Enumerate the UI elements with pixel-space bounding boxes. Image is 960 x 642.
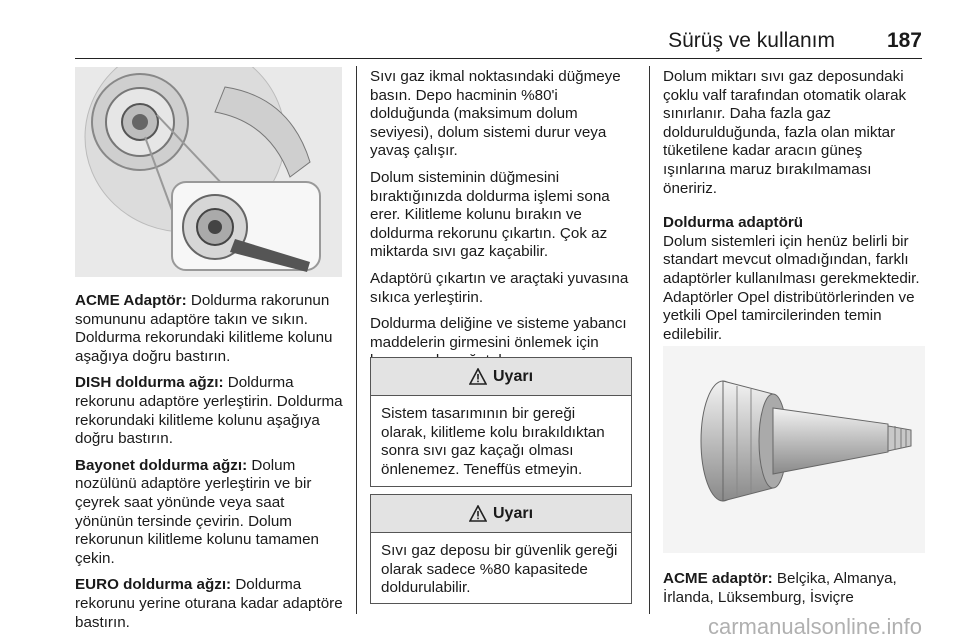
warning-header: [371, 358, 631, 396]
page-header-title: Sürüş ve kullanım: [668, 29, 835, 52]
watermark: carmanualsonline.info: [707, 614, 922, 639]
paragraph: Dolum sistemleri için henüz belirli bir standart mevcut olmadığından, farklı adaptörler kullanılması gerekmektedir. Adaptörler Opel distribütörlerinden ve yetkili Opel tamircilerinden temin edilebilir.: [663, 232, 920, 343]
warning-title: Uyarı: [492, 367, 534, 385]
section-heading: Doldurma adaptörü: [663, 214, 804, 232]
warning-triangle-icon: [469, 505, 487, 522]
paragraph: Sıvı gaz ikmal noktasındaki düğmeye basın. Depo hacminin %80'i dolduğunda (maksimum dolum seviyesi), dolum sistemi durur veya yavaş çalışır.: [370, 68, 621, 160]
paragraph-euro: EURO doldurma ağzı: Doldurma rekorunu yerine oturana kadar adaptöre bastırın.: [75, 576, 343, 631]
paragraph: Dolum miktarı sıvı gaz deposundaki çoklu valf tarafından otomatik olarak sınırlanır. Daha fazla gaz doldurulduğunda, fazla olan miktar tüketilene kadar aracın güneş ışınlarına maruz bırakılmaması öneririz.: [663, 68, 907, 197]
warning-text: Sıvı gaz deposu bir güvenlik gereği olarak sadece %80 kapasitede doldurulabilir.: [381, 542, 618, 597]
column-2-text: [370, 68, 635, 379]
warning-text: Sistem tasarımının bir gereği olarak, kilitleme kolu bırakıldıktan sonra sıvı gaz kaçağı olması önlenemez. Teneffüs etmeyin.: [381, 405, 605, 478]
column-separator: [649, 66, 650, 614]
warning-box: [370, 494, 632, 604]
acme-adapter-illustration: [663, 346, 925, 553]
paragraph-acme: ACME Adaptör: Doldurma rakorunun somununu adaptöre takın ve sıkın. Doldurma rekorundaki kilitleme kolunu aşağıya doğru bastırın.: [75, 292, 333, 365]
warning-triangle-icon: [469, 368, 487, 385]
paragraph-dish: DISH doldurma ağzı: Doldurma rekorunu adaptöre yerleştirin. Doldurma rekorundaki kilitleme kolunu aşağıya doğru bastırın.: [75, 374, 343, 448]
page-number: 187: [886, 29, 922, 52]
paragraph: Doldurma deliğine ve sisteme yabancı maddelerin girmesini önlemek için: [370, 315, 627, 351]
image-caption: ACME adaptör: Belçika, Almanya, İrlanda, Lüksemburg, İsviçre: [663, 570, 897, 606]
paragraph: Dolum sisteminin düğmesini bıraktığınızda doldurma işlemi sona erer. Kilitleme kolunu bırakın ve doldurma rekorunu çıkartın. Çok az miktarda sıvı gaz kaçabilir.: [370, 168, 610, 261]
warning-title: Uyarı: [492, 504, 534, 522]
header-divider: [75, 58, 922, 59]
warning-header: [371, 495, 631, 533]
paragraph-bayonet: Bayonet doldurma ağzı: Dolum nozülünü adaptöre yerleştirin ve bir çeyrek saat yönünde veya saat yönünün tersinde çevirin. Dolum rekorunun kilitleme kolunu tamamen çekin.: [75, 456, 319, 567]
warning-box: [370, 357, 632, 487]
column-separator: [356, 66, 357, 614]
paragraph: Adaptörü çıkartın ve araçtaki yuvasına sıkıca yerleştirin.: [370, 269, 629, 306]
fuel-filler-adapter-illustration: [75, 67, 342, 277]
column-3-text: [663, 68, 925, 352]
column-1-text: [75, 292, 343, 640]
